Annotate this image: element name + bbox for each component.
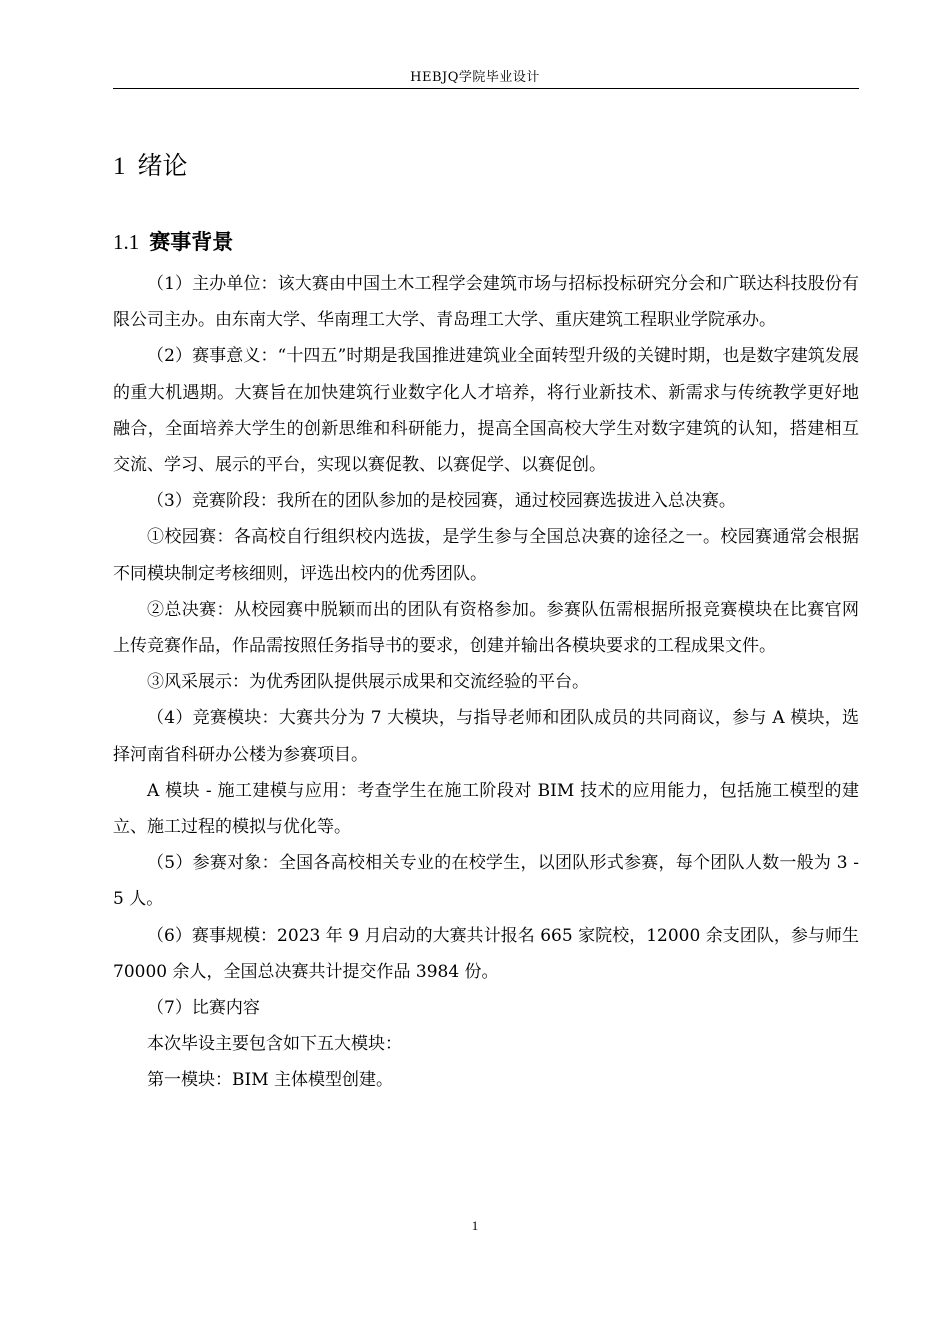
paragraph-scale: （6）赛事规模：2023 年 9 月启动的大赛共计报名 665 家院校，12000 余支团队，参与师生 70000 余人，全国总决赛共计提交作品 3984 份。 [113, 925, 859, 982]
paragraph-organizer: （1）主办单位：该大赛由中国土木工程学会建筑市场与招标投标研究分会和广联达科技股份有限公司主办。由东南大学、华南理工大学、青岛理工大学、重庆建筑工程职业学院承办。 [113, 274, 859, 331]
paragraph-content: （7）比赛内容 [147, 998, 260, 1019]
section-number: 1.1 [113, 230, 140, 254]
chapter-heading [113, 146, 188, 182]
paragraph-module-a: A 模块 - 施工建模与应用：考查学生在施工阶段对 BIM 技术的应用能力，包括施工模型的建立、施工过程的模拟与优化等。 [113, 780, 859, 838]
paragraph-showcase: ③风采展示：为优秀团队提供展示成果和交流经验的平台。 [147, 672, 589, 693]
page-number: 1 [471, 1218, 479, 1233]
paragraph-finals: ②总决赛：从校园赛中脱颖而出的团队有资格参加。参赛队伍需根据所报竞赛模块在比赛官网上传竞赛作品，作品需按照任务指导书的要求，创建并输出各模块要求的工程成果文件。 [113, 599, 859, 657]
paragraph-five-modules: 本次毕设主要包含如下五大模块： [147, 1034, 402, 1055]
chapter-number: 1 [113, 153, 126, 180]
page-header: HEBJQ学院毕业设计 [410, 70, 540, 85]
paragraph-campus-round: ①校园赛：各高校自行组织校内选拔，是学生参与全国总决赛的途径之一。校园赛通常会根据不同模块制定考核细则，评选出校内的优秀团队。 [113, 527, 859, 584]
paragraph-significance: （2）赛事意义：“十四五”时期是我国推进建筑业全面转型升级的关键时期，也是数字建筑发展的重大机遇期。大赛旨在加快建筑行业数字化人才培养，将行业新技术、新需求与传统教学更好地融合，全面培养大学生的创新思维和科研能力，提高全国高校大学生对数字建筑的认知，搭建相互交流、学习、展示的平台，实现以赛促教、以赛促学、以赛促创。 [113, 346, 859, 476]
section-title: 赛事背景 [149, 230, 234, 254]
paragraph-stages: （3）竞赛阶段：我所在的团队参加的是校园赛，通过校园赛选拔进入总决赛。 [147, 491, 736, 512]
header-divider [113, 88, 859, 89]
chapter-title: 绪论 [137, 151, 188, 180]
paragraph-first-module: 第一模块：BIM 主体模型创建。 [147, 1070, 394, 1091]
section-heading [113, 226, 233, 256]
paragraph-participants: （5）参赛对象：全国各高校相关专业的在校学生，以团队形式参赛，每个团队人数一般为 3 - 5 人。 [113, 853, 859, 910]
body-text [113, 266, 859, 1099]
paragraph-modules: （4）竞赛模块：大赛共分为 7 大模块，与指导老师和团队成员的共同商议，参与 A 模块，选择河南省科研办公楼为参赛项目。 [113, 708, 859, 765]
